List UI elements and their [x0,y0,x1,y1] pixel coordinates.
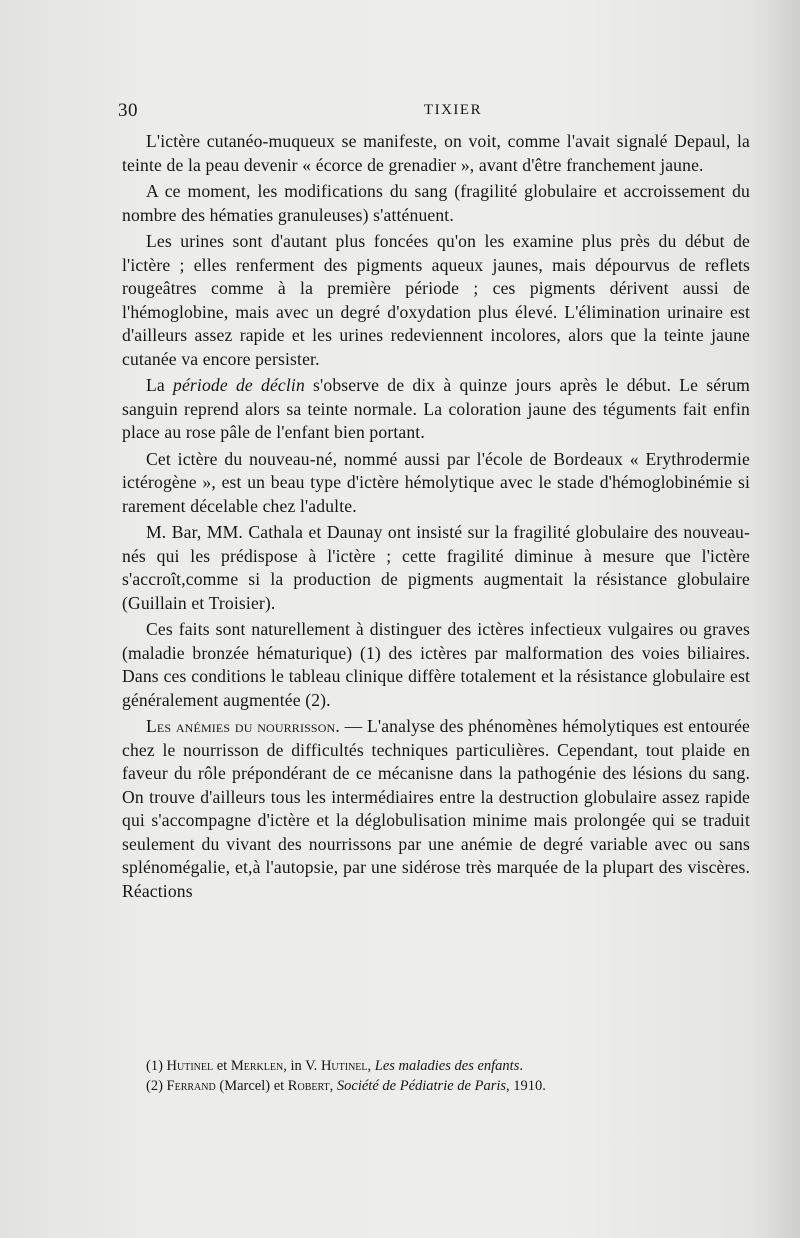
footnote-text: , in V. [283,1058,321,1074]
footnote-author: Hutinel [320,1058,368,1074]
paragraph-text: s'observe de dix à quinze jours après le début. Le sérum sanguin reprend alors sa teinte normale. La coloration jaune des téguments fait enfin place au rose pâle de l'enfant bien portant. [122,375,750,442]
footnote-text: (Marcel) et [215,1078,288,1094]
page-number: 30 [118,100,138,121]
running-head: TIXIER [423,102,483,118]
footnote-title: Les maladies des enfants [374,1058,520,1074]
emphasis: période de déclin [173,375,305,395]
footnote-author: Hutinel [166,1058,214,1074]
footnote-marker: (1) [146,1058,167,1074]
footnote-title: Société de Pédiatrie de Paris [336,1078,507,1094]
footnote [146,1056,746,1076]
paragraph: L'ictère cutanéo-muqueux se manifeste, on voit, comme l'avait signalé Depaul, la teinte de la peau devenir « écorce de grenadier », avant d'être franchement jaune. [122,131,750,175]
footnote-text: , [367,1058,375,1074]
paragraph-text: — L'analyse des phénomènes hémolytiques est entourée chez le nourrisson de difficultés techniques particulières. Cependant, tout plaide en faveur du rôle prépondérant de ce mécanisne dans la pathogénie des lésions du sang. On trouve d'ailleurs tous les intermédiaires entre la destruction globulaire assez rapide qui s'accompagne d'ictère et la déglobulisation minime mais prolongée qui se traduit seulement du vivant des nourrissons par une anémie de degré variable avec ou sans splénomégalie, et,à l'autopsie, par une sidérose très marquée de la plupart des viscères. Réactions [122,716,750,901]
paragraph: A ce moment, les modifications du sang (fragilité globulaire et accroissement du nombre des hématies granuleuses) s'atténuent. [122,181,750,225]
footnote-marker: (2) [146,1078,167,1094]
footnote-text: et [213,1058,231,1074]
paragraph: M. Bar, MM. Cathala et Daunay ont insisté sur la fragilité globulaire des nouveau-nés qui les prédispose à l'ictère ; cette fragilité diminue à mesure que l'ictère s'accroît,comme si la production de pigments augmentait la résistance globulaire (Guillain et Troisier). [122,522,750,613]
footnote-author: Merklen [230,1058,284,1074]
footnote-text: , 1910. [506,1078,546,1094]
section-heading: Les anémies du nourrisson. [146,716,340,736]
footnotes [146,1056,746,1096]
footnote-text: . [519,1058,523,1074]
paragraph: Les urines sont d'autant plus foncées qu'on les examine plus près du début de l'ictère ; elles renferment des pigments aqueux jaunes, mais dépourvus de reflets rougeâtres comme à la première période ; ces pigments dérivent aussi de l'hémoglobine, mais avec un degré d'oxydation plus élevé. L'élimination urinaire est d'ailleurs assez rapide et les urines redeviennent incolores, alors que la teinte jaune cutanée va encore persister. [122,231,750,369]
footnote-author: Ferrand [166,1078,216,1094]
paragraph: Ces faits sont naturellement à distinguer des ictères infectieux vulgaires ou graves (maladie bronzée hématurique) (1) des ictères par malformation des voies biliaires. Dans ces conditions le tableau clinique diffère totalement et la résistance globulaire est généralement augmentée (2). [122,619,750,710]
paragraph [122,374,750,445]
paragraph: Cet ictère du nouveau-né, nommé aussi par l'école de Bordeaux « Erythrodermie ictérogène », est un beau type d'ictère hémolytique avec le stade d'hémoglobinémie si rarement décelable chez l'adulte. [122,448,750,516]
body-text [122,130,750,906]
footnote-text: , [329,1078,337,1094]
paragraph [122,715,750,903]
footnote-author: Robert [287,1078,330,1094]
page-header [118,100,748,124]
paragraph-text: La [146,375,174,395]
footnote [146,1076,746,1096]
